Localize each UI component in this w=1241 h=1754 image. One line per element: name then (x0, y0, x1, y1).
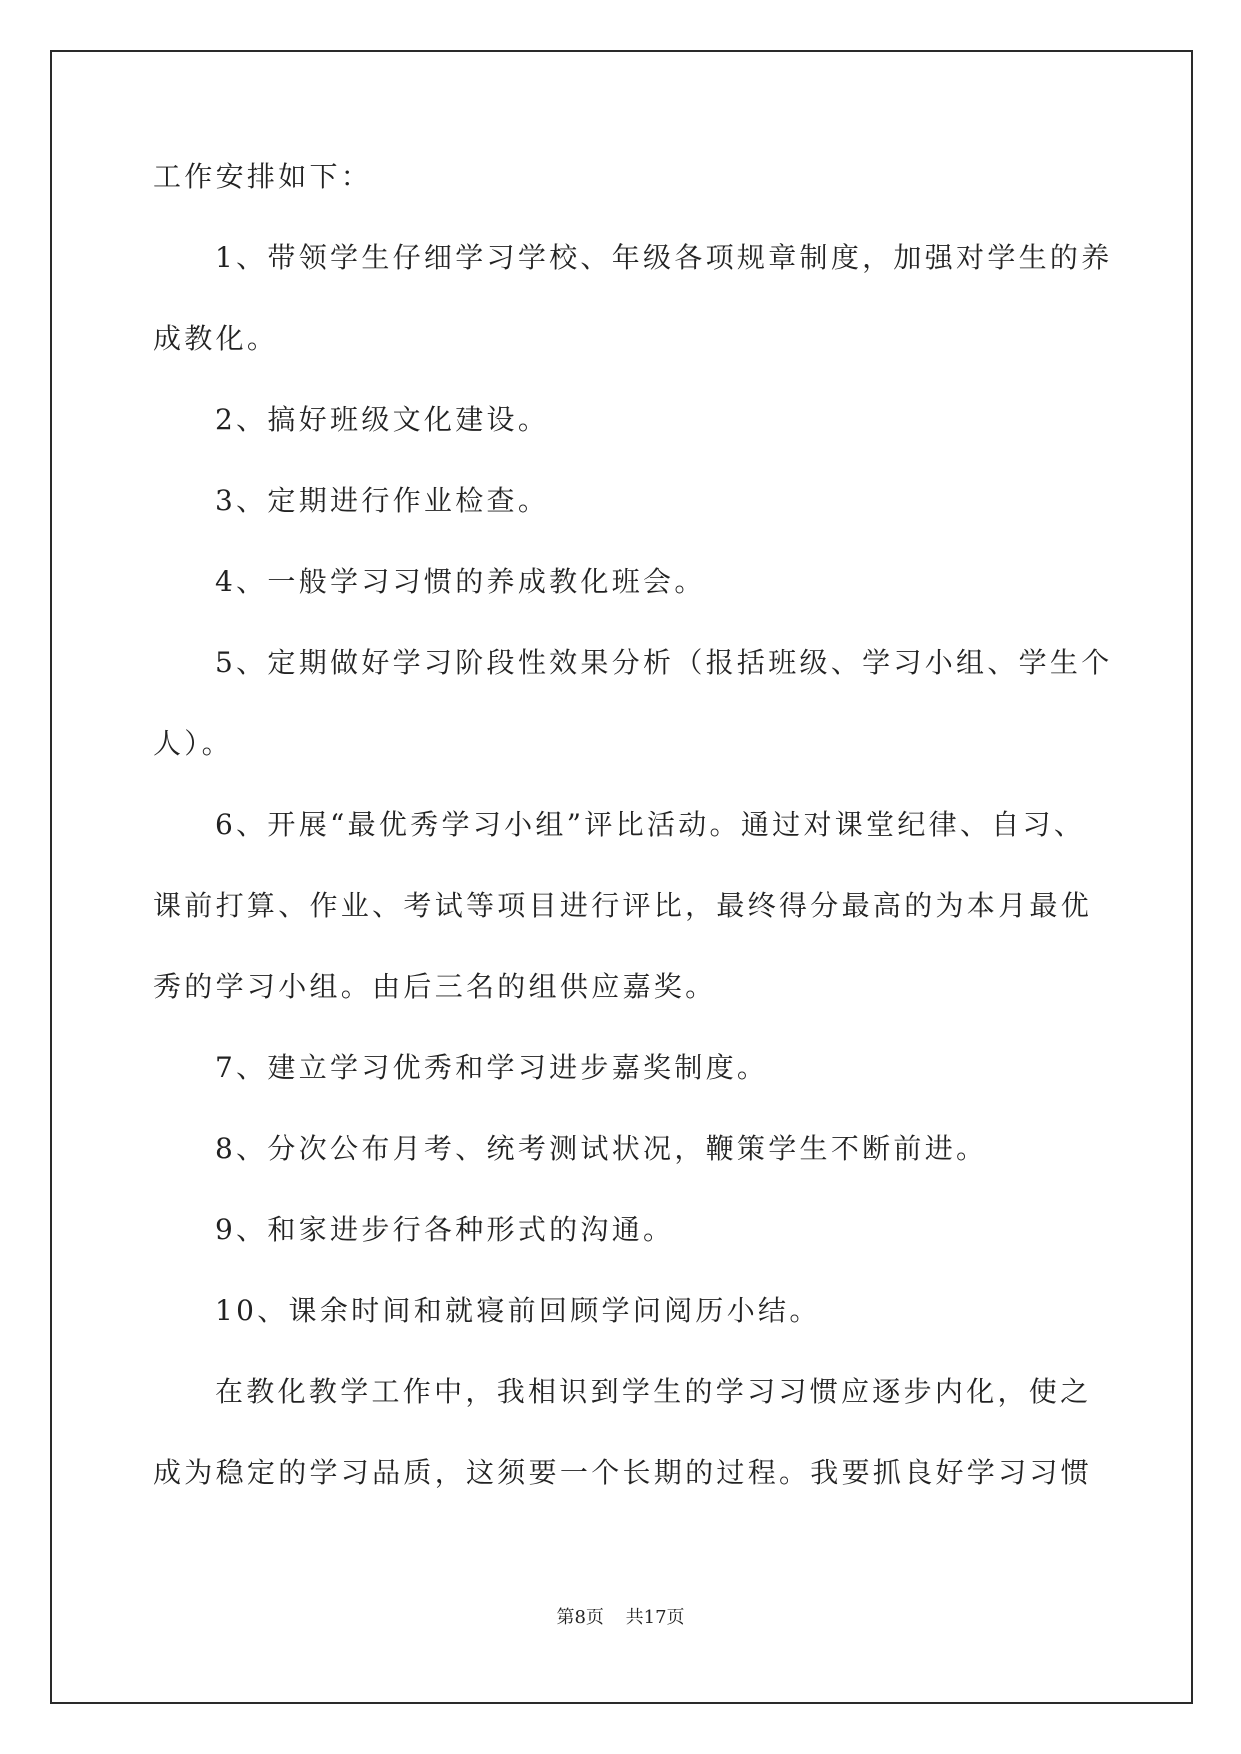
text-line: 1、带领学生仔细学习学校、年级各项规章制度，加强对学生的养 (215, 241, 1113, 274)
text-line: 5、定期做好学习阶段性效果分析（报括班级、学习小组、学生个 (215, 646, 1113, 679)
text-line: 秀的学习小组。由后三名的组供应嘉奖。 (153, 970, 717, 1003)
page-footer (0, 1603, 1241, 1629)
text-line: 人）。 (153, 727, 233, 760)
text-line: 6、开展“最优秀学习小组”评比活动。通过对课堂纪律、自习、 (215, 808, 1086, 841)
text-line: 2、搞好班级文化建设。 (215, 403, 550, 436)
text-line: 在教化教学工作中，我相识到学生的学习习惯应逐步内化，使之 (215, 1375, 1092, 1408)
page-number: 第8页 (556, 1607, 604, 1628)
text-line: 3、定期进行作业检查。 (215, 484, 550, 517)
text-line: 9、和家进步行各种形式的沟通。 (215, 1213, 675, 1246)
text-line: 课前打算、作业、考试等项目进行评比，最终得分最高的为本月最优 (153, 889, 1093, 922)
text-line: 10、课余时间和就寝前回顾学问阅历小结。 (215, 1294, 821, 1327)
page-total: 共17页 (625, 1607, 685, 1628)
text-line: 4、一般学习习惯的养成教化班会。 (215, 565, 706, 598)
text-line: 成教化。 (153, 322, 279, 355)
text-line: 工作安排如下： (153, 160, 373, 193)
document-body (153, 160, 1113, 1537)
text-line: 成为稳定的学习品质，这须要一个长期的过程。我要抓良好学习习惯 (153, 1456, 1093, 1489)
text-line: 7、建立学习优秀和学习进步嘉奖制度。 (215, 1051, 769, 1084)
text-line: 8、分次公布月考、统考测试状况，鞭策学生不断前进。 (215, 1132, 988, 1165)
